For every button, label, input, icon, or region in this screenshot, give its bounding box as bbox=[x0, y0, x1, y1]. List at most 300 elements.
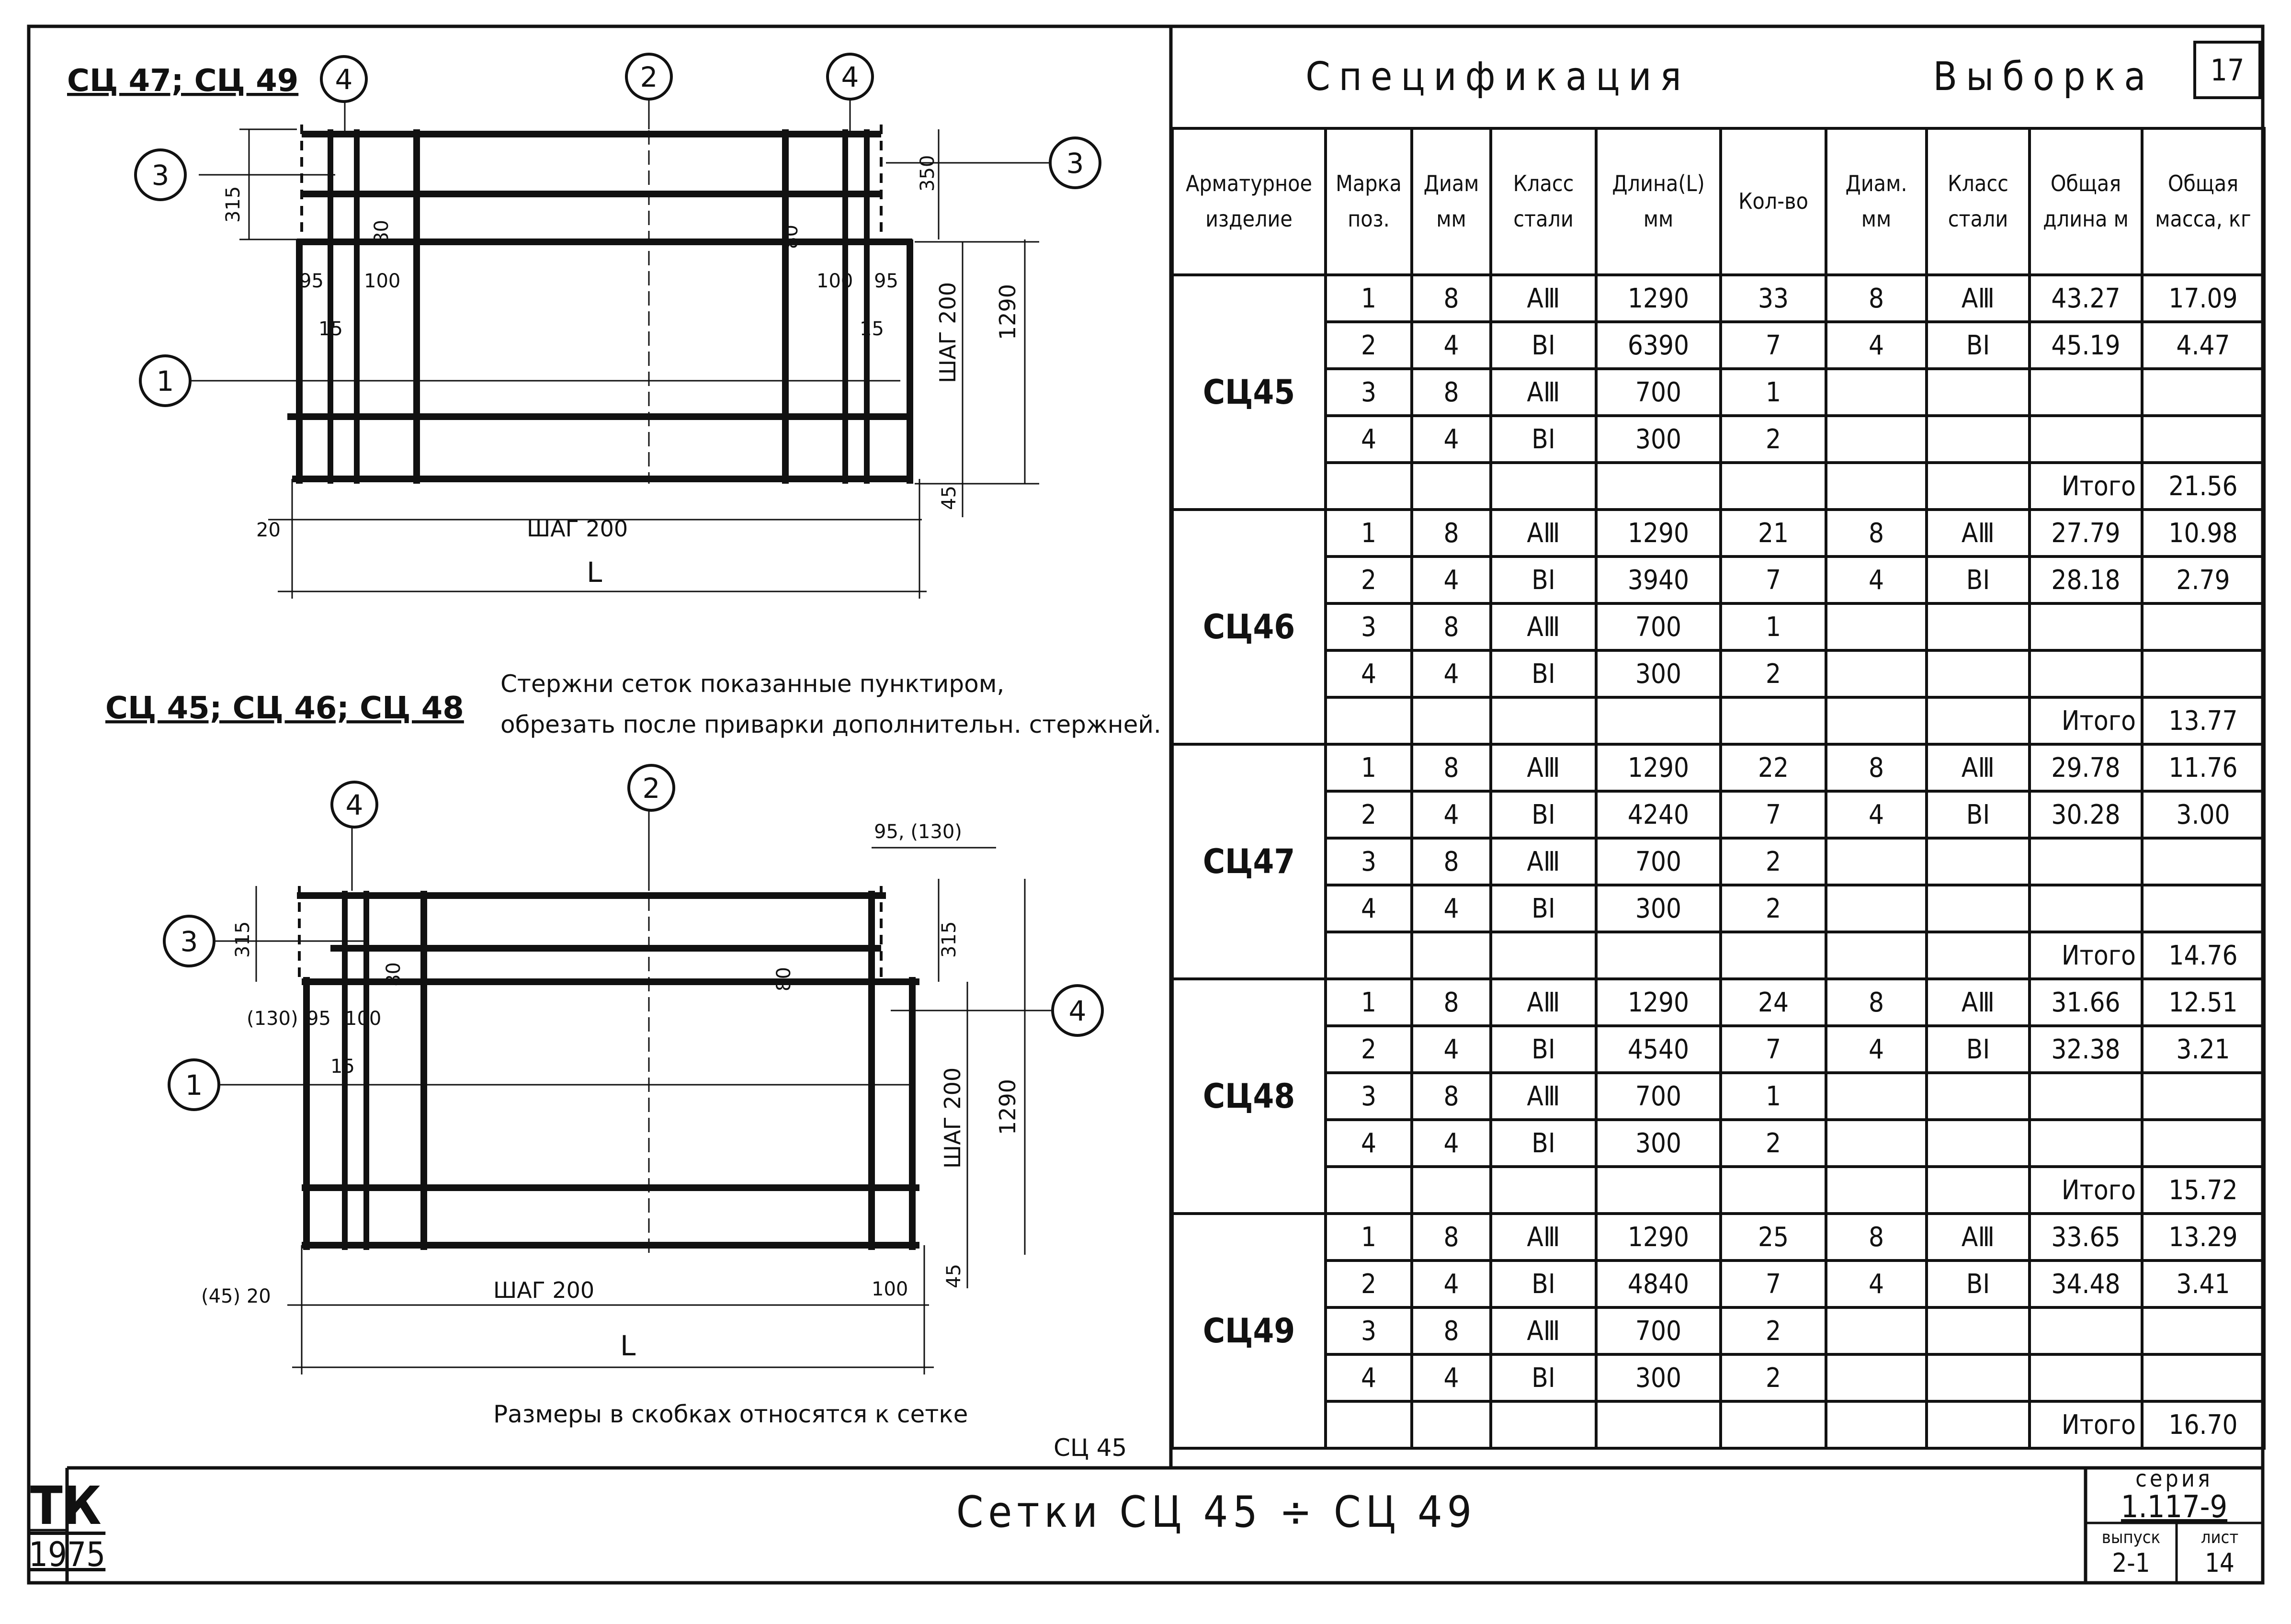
cell-v-class bbox=[1927, 1073, 2030, 1120]
cell-class: АⅢ bbox=[1491, 744, 1596, 791]
cell-diam: 8 bbox=[1412, 979, 1491, 1026]
list-value: 14 bbox=[2205, 1548, 2234, 1578]
cell-v-mass: 2.79 bbox=[2142, 556, 2264, 603]
cell-v-class: ВI bbox=[1927, 556, 2030, 603]
cell-empty bbox=[1412, 463, 1491, 510]
itogo-value: 16.70 bbox=[2142, 1401, 2264, 1448]
cell-diam: 8 bbox=[1412, 369, 1491, 416]
year: 1975 bbox=[29, 1535, 106, 1574]
itogo-value: 14.76 bbox=[2142, 932, 2264, 979]
cell-pos: 4 bbox=[1326, 885, 1412, 932]
cell-length: 700 bbox=[1596, 369, 1721, 416]
cell-qty: 2 bbox=[1721, 1120, 1826, 1167]
cell-qty: 2 bbox=[1721, 1307, 1826, 1354]
top-mark-1: 1 bbox=[156, 365, 174, 397]
cell-v-length bbox=[2030, 416, 2142, 463]
cell-empty bbox=[1412, 932, 1491, 979]
cell-v-diam bbox=[1826, 369, 1927, 416]
cell-qty: 22 bbox=[1721, 744, 1826, 791]
itogo-label: Итого bbox=[2030, 1401, 2142, 1448]
cell-v-class bbox=[1927, 1120, 2030, 1167]
cell-diam: 4 bbox=[1412, 416, 1491, 463]
cell-qty: 21 bbox=[1721, 510, 1826, 556]
spec-row bbox=[1172, 744, 2264, 791]
cell-empty bbox=[1927, 697, 2030, 744]
cell-v-class: АⅢ bbox=[1927, 979, 2030, 1026]
cell-empty bbox=[1596, 697, 1721, 744]
cell-pos: 4 bbox=[1326, 1120, 1412, 1167]
footnote-line2: СЦ 45 bbox=[1054, 1434, 1127, 1462]
cell-length: 1290 bbox=[1596, 979, 1721, 1026]
cell-diam: 4 bbox=[1412, 556, 1491, 603]
top-mark-3r: 3 bbox=[1066, 147, 1084, 180]
cell-class: ВI bbox=[1491, 322, 1596, 369]
cell-pos: 2 bbox=[1326, 556, 1412, 603]
cell-v-diam: 4 bbox=[1826, 791, 1927, 838]
top-dim-r95: 95 bbox=[874, 270, 898, 292]
cell-v-length bbox=[2030, 1073, 2142, 1120]
cell-v-mass bbox=[2142, 1354, 2264, 1401]
top-dim-80: 80 bbox=[371, 220, 393, 244]
hdr-qty: Кол-во bbox=[1721, 128, 1826, 275]
cell-length: 300 bbox=[1596, 416, 1721, 463]
cell-qty: 7 bbox=[1721, 791, 1826, 838]
spec-row bbox=[1172, 791, 2264, 838]
bottom-dim-1290: 1290 bbox=[995, 1079, 1021, 1135]
cell-v-diam: 4 bbox=[1826, 1261, 1927, 1307]
cell-pos: 4 bbox=[1326, 1354, 1412, 1401]
hdr-diam: Диам мм bbox=[1412, 128, 1491, 275]
bottom-dim-100: 100 bbox=[345, 1008, 382, 1030]
cell-class: ВI bbox=[1491, 1120, 1596, 1167]
top-mark-4r: 4 bbox=[841, 61, 859, 93]
item-name: СЦ47 bbox=[1172, 744, 1326, 979]
cell-v-class bbox=[1927, 650, 2030, 697]
cell-v-diam bbox=[1826, 603, 1927, 650]
cell-length: 300 bbox=[1596, 650, 1721, 697]
cell-v-diam: 4 bbox=[1826, 1026, 1927, 1073]
spec-row bbox=[1172, 1214, 2264, 1261]
seria-label: серия bbox=[2135, 1465, 2213, 1492]
cell-length: 1290 bbox=[1596, 744, 1721, 791]
cell-class: АⅢ bbox=[1491, 603, 1596, 650]
cell-v-mass: 3.41 bbox=[2142, 1261, 2264, 1307]
cell-v-diam bbox=[1826, 650, 1927, 697]
cell-v-mass: 10.98 bbox=[2142, 510, 2264, 556]
cell-class: АⅢ bbox=[1491, 979, 1596, 1026]
spec-table bbox=[1171, 127, 2266, 1450]
top-dim-step-h: ШАГ 200 bbox=[527, 516, 628, 542]
cell-qty: 7 bbox=[1721, 322, 1826, 369]
cell-v-length: 27.79 bbox=[2030, 510, 2142, 556]
cell-empty bbox=[1326, 1401, 1412, 1448]
cell-diam: 4 bbox=[1412, 1120, 1491, 1167]
cell-qty: 7 bbox=[1721, 1026, 1826, 1073]
cell-v-diam bbox=[1826, 1120, 1927, 1167]
cell-v-length bbox=[2030, 650, 2142, 697]
cell-class: ВI bbox=[1491, 885, 1596, 932]
bottom-mark-3: 3 bbox=[180, 925, 198, 958]
cell-diam: 4 bbox=[1412, 1026, 1491, 1073]
cell-v-length bbox=[2030, 1354, 2142, 1401]
hdr-v-cls: Класс стали bbox=[1927, 128, 2030, 275]
cell-v-mass: 17.09 bbox=[2142, 275, 2264, 322]
spec-row bbox=[1172, 369, 2264, 416]
cell-empty bbox=[1491, 1167, 1596, 1214]
bottom-dim-80r: 80 bbox=[773, 967, 795, 991]
cell-pos: 1 bbox=[1326, 744, 1412, 791]
spec-row bbox=[1172, 1261, 2264, 1307]
cell-diam: 8 bbox=[1412, 275, 1491, 322]
spec-itogo-row bbox=[1172, 932, 2264, 979]
spec-row bbox=[1172, 1354, 2264, 1401]
vypusk-value: 2-1 bbox=[2112, 1548, 2150, 1578]
cell-v-class: ВI bbox=[1927, 322, 2030, 369]
cell-v-diam bbox=[1826, 885, 1927, 932]
spec-itogo-row bbox=[1172, 463, 2264, 510]
cell-v-mass: 13.29 bbox=[2142, 1214, 2264, 1261]
cell-qty: 1 bbox=[1721, 1073, 1826, 1120]
cell-empty bbox=[1721, 697, 1826, 744]
cell-empty bbox=[1326, 1167, 1412, 1214]
cell-empty bbox=[1326, 463, 1412, 510]
cell-v-length: 28.18 bbox=[2030, 556, 2142, 603]
hdr-len: Длина(L) мм bbox=[1596, 128, 1721, 275]
item-name: СЦ49 bbox=[1172, 1214, 1326, 1448]
cell-v-length: 29.78 bbox=[2030, 744, 2142, 791]
cell-pos: 4 bbox=[1326, 416, 1412, 463]
cell-empty bbox=[1721, 932, 1826, 979]
cell-diam: 4 bbox=[1412, 791, 1491, 838]
cell-v-length: 31.66 bbox=[2030, 979, 2142, 1026]
cell-v-diam: 4 bbox=[1826, 322, 1927, 369]
top-dim-L: L bbox=[587, 556, 602, 589]
item-name: СЦ48 bbox=[1172, 979, 1326, 1214]
itogo-value: 15.72 bbox=[2142, 1167, 2264, 1214]
cell-v-mass: 4.47 bbox=[2142, 322, 2264, 369]
cell-class: АⅢ bbox=[1491, 1307, 1596, 1354]
cell-class: ВI bbox=[1491, 556, 1596, 603]
cell-length: 700 bbox=[1596, 838, 1721, 885]
cell-qty: 7 bbox=[1721, 1261, 1826, 1307]
bottom-dim-315: 315 bbox=[232, 921, 254, 958]
cell-v-diam: 8 bbox=[1826, 744, 1927, 791]
cell-v-diam bbox=[1826, 416, 1927, 463]
top-mesh-drawing bbox=[67, 54, 1100, 599]
vyborka-title: Выборка bbox=[1933, 54, 2155, 100]
cell-empty bbox=[1927, 1401, 2030, 1448]
cell-v-mass: 12.51 bbox=[2142, 979, 2264, 1026]
spec-table-wrap bbox=[1171, 127, 2263, 1450]
cell-qty: 25 bbox=[1721, 1214, 1826, 1261]
cell-empty bbox=[1412, 1401, 1491, 1448]
cell-empty bbox=[1596, 932, 1721, 979]
cell-v-mass: 11.76 bbox=[2142, 744, 2264, 791]
spec-row bbox=[1172, 979, 2264, 1026]
cell-empty bbox=[1927, 932, 2030, 979]
cell-qty: 24 bbox=[1721, 979, 1826, 1026]
cell-pos: 1 bbox=[1326, 275, 1412, 322]
cell-v-class: АⅢ bbox=[1927, 1214, 2030, 1261]
bottom-mark-4r: 4 bbox=[1068, 995, 1087, 1027]
top-dim-15: 15 bbox=[318, 318, 343, 340]
cell-v-length bbox=[2030, 603, 2142, 650]
cell-v-diam: 8 bbox=[1826, 979, 1927, 1026]
cell-empty bbox=[1326, 697, 1412, 744]
page-number: 17 bbox=[2193, 41, 2261, 99]
top-dim-r100: 100 bbox=[817, 270, 853, 292]
hdr-v-len: Общая длина м bbox=[2030, 128, 2142, 275]
spec-row bbox=[1172, 416, 2264, 463]
spec-row bbox=[1172, 1120, 2264, 1167]
bottom-dim-L: L bbox=[620, 1329, 636, 1362]
cell-diam: 8 bbox=[1412, 603, 1491, 650]
cell-empty bbox=[1826, 697, 1927, 744]
bottom-dim-95: 95 bbox=[306, 1008, 331, 1030]
footnote-line1: Размеры в скобках относятся к сетке bbox=[493, 1400, 968, 1428]
cell-length: 4840 bbox=[1596, 1261, 1721, 1307]
cell-empty bbox=[1721, 1401, 1826, 1448]
seria-value: 1.117-9 bbox=[2121, 1489, 2228, 1525]
cell-length: 3940 bbox=[1596, 556, 1721, 603]
spec-row bbox=[1172, 510, 2264, 556]
cell-qty: 2 bbox=[1721, 838, 1826, 885]
cell-v-length: 32.38 bbox=[2030, 1026, 2142, 1073]
cell-pos: 4 bbox=[1326, 650, 1412, 697]
cell-qty: 2 bbox=[1721, 650, 1826, 697]
cell-v-class bbox=[1927, 369, 2030, 416]
spec-row bbox=[1172, 885, 2264, 932]
top-dim-100: 100 bbox=[364, 270, 401, 292]
cell-v-mass bbox=[2142, 1307, 2264, 1354]
bottom-drawing-title: СЦ 45; СЦ 46; СЦ 48 bbox=[105, 691, 464, 726]
cell-empty bbox=[1721, 463, 1826, 510]
cell-qty: 1 bbox=[1721, 369, 1826, 416]
cell-diam: 8 bbox=[1412, 1214, 1491, 1261]
cell-empty bbox=[1491, 1401, 1596, 1448]
cell-v-class: ВI bbox=[1927, 1026, 2030, 1073]
bottom-dim-130: (130) bbox=[247, 1008, 298, 1030]
spec-header-band bbox=[1171, 26, 2263, 127]
cell-class: АⅢ bbox=[1491, 838, 1596, 885]
cell-pos: 1 bbox=[1326, 1214, 1412, 1261]
cell-class: ВI bbox=[1491, 791, 1596, 838]
cell-empty bbox=[1412, 697, 1491, 744]
vypusk-label: выпуск bbox=[2101, 1528, 2161, 1547]
cell-v-length: 30.28 bbox=[2030, 791, 2142, 838]
cell-v-length bbox=[2030, 1307, 2142, 1354]
cell-v-diam: 8 bbox=[1826, 275, 1927, 322]
cell-diam: 8 bbox=[1412, 838, 1491, 885]
top-dim-315: 315 bbox=[222, 186, 244, 223]
cell-length: 1290 bbox=[1596, 510, 1721, 556]
cell-v-mass bbox=[2142, 885, 2264, 932]
org-mark: ТК bbox=[30, 1475, 102, 1536]
cell-length: 1290 bbox=[1596, 1214, 1721, 1261]
cell-class: ВI bbox=[1491, 416, 1596, 463]
cell-v-mass bbox=[2142, 603, 2264, 650]
bottom-mesh-drawing bbox=[105, 691, 1102, 1374]
cell-empty bbox=[1927, 463, 2030, 510]
cell-v-mass bbox=[2142, 650, 2264, 697]
cell-pos: 3 bbox=[1326, 369, 1412, 416]
cell-diam: 4 bbox=[1412, 885, 1491, 932]
top-dim-r15: 15 bbox=[860, 318, 884, 340]
cell-v-mass bbox=[2142, 416, 2264, 463]
cell-v-mass bbox=[2142, 1073, 2264, 1120]
top-dim-20: 20 bbox=[256, 519, 281, 541]
cell-v-diam: 4 bbox=[1826, 556, 1927, 603]
cell-pos: 2 bbox=[1326, 322, 1412, 369]
cell-class: ВI bbox=[1491, 1261, 1596, 1307]
spec-row bbox=[1172, 838, 2264, 885]
hdr-pos: Марка поз. bbox=[1326, 128, 1412, 275]
cell-empty bbox=[1326, 932, 1412, 979]
list-label: лист bbox=[2200, 1528, 2239, 1547]
cell-v-class bbox=[1927, 416, 2030, 463]
cell-pos: 3 bbox=[1326, 1307, 1412, 1354]
cell-class: АⅢ bbox=[1491, 510, 1596, 556]
cell-v-length bbox=[2030, 838, 2142, 885]
bottom-dim-15: 15 bbox=[330, 1056, 355, 1078]
bottom-dim-step-v: ШАГ 200 bbox=[940, 1067, 965, 1169]
cell-v-mass bbox=[2142, 838, 2264, 885]
cell-qty: 2 bbox=[1721, 885, 1826, 932]
itogo-value: 13.77 bbox=[2142, 697, 2264, 744]
cell-class: АⅢ bbox=[1491, 1214, 1596, 1261]
cell-diam: 4 bbox=[1412, 1261, 1491, 1307]
cell-pos: 1 bbox=[1326, 979, 1412, 1026]
cell-qty: 2 bbox=[1721, 1354, 1826, 1401]
top-mark-4l: 4 bbox=[335, 63, 353, 96]
cell-v-diam bbox=[1826, 1307, 1927, 1354]
cell-diam: 8 bbox=[1412, 1307, 1491, 1354]
spec-row bbox=[1172, 603, 2264, 650]
cell-diam: 8 bbox=[1412, 1073, 1491, 1120]
cell-empty bbox=[1596, 463, 1721, 510]
bottom-mark-2: 2 bbox=[642, 772, 660, 805]
sheet-name: Сетки СЦ 45 ÷ СЦ 49 bbox=[956, 1487, 1477, 1537]
item-name: СЦ45 bbox=[1172, 275, 1326, 510]
cell-v-class: ВI bbox=[1927, 1261, 2030, 1307]
spec-row bbox=[1172, 1073, 2264, 1120]
cell-diam: 8 bbox=[1412, 510, 1491, 556]
cell-diam: 4 bbox=[1412, 1354, 1491, 1401]
cell-empty bbox=[1596, 1401, 1721, 1448]
spec-row bbox=[1172, 1307, 2264, 1354]
cell-class: АⅢ bbox=[1491, 369, 1596, 416]
cell-class: АⅢ bbox=[1491, 275, 1596, 322]
bottom-dim-315r: 315 bbox=[938, 921, 960, 958]
bottom-dim-step-h: ШАГ 200 bbox=[493, 1277, 595, 1303]
bottom-dim-80: 80 bbox=[383, 962, 405, 987]
cell-empty bbox=[1412, 1167, 1491, 1214]
cell-v-diam bbox=[1826, 1073, 1927, 1120]
cell-qty: 1 bbox=[1721, 603, 1826, 650]
item-name: СЦ46 bbox=[1172, 510, 1326, 744]
cell-v-diam: 8 bbox=[1826, 1214, 1927, 1261]
top-dim-350: 350 bbox=[917, 155, 939, 192]
cell-length: 4540 bbox=[1596, 1026, 1721, 1073]
bottom-dim-45: 45 bbox=[943, 1264, 965, 1288]
cell-empty bbox=[1491, 932, 1596, 979]
cell-empty bbox=[1826, 1167, 1927, 1214]
cell-length: 300 bbox=[1596, 885, 1721, 932]
bottom-dim-100r: 100 bbox=[872, 1278, 908, 1300]
cell-v-class bbox=[1927, 885, 2030, 932]
cell-v-class bbox=[1927, 603, 2030, 650]
cell-class: АⅢ bbox=[1491, 1073, 1596, 1120]
cell-v-length: 33.65 bbox=[2030, 1214, 2142, 1261]
spec-row bbox=[1172, 650, 2264, 697]
spec-row bbox=[1172, 556, 2264, 603]
cell-v-class bbox=[1927, 1307, 2030, 1354]
cell-v-diam bbox=[1826, 1354, 1927, 1401]
hdr-item: Арматурное изделие bbox=[1172, 128, 1326, 275]
cell-length: 4240 bbox=[1596, 791, 1721, 838]
cell-v-class: АⅢ bbox=[1927, 510, 2030, 556]
cell-v-mass bbox=[2142, 369, 2264, 416]
cell-v-length: 45.19 bbox=[2030, 322, 2142, 369]
spec-header-row bbox=[1172, 128, 2264, 275]
cell-v-length: 34.48 bbox=[2030, 1261, 2142, 1307]
top-mark-3l: 3 bbox=[151, 159, 170, 192]
cell-length: 700 bbox=[1596, 1307, 1721, 1354]
top-dim-step-v: ШАГ 200 bbox=[935, 282, 961, 383]
top-dim-r80: 80 bbox=[780, 225, 802, 249]
cell-length: 300 bbox=[1596, 1120, 1721, 1167]
cut-note-line1: Стержни сеток показанные пунктиром, bbox=[500, 670, 1005, 698]
cell-v-class: АⅢ bbox=[1927, 744, 2030, 791]
cell-v-diam: 8 bbox=[1826, 510, 1927, 556]
bottom-mark-4l: 4 bbox=[345, 789, 363, 821]
cell-pos: 3 bbox=[1326, 838, 1412, 885]
cell-empty bbox=[1826, 1401, 1927, 1448]
cell-class: ВI bbox=[1491, 1026, 1596, 1073]
cell-qty: 2 bbox=[1721, 416, 1826, 463]
cut-note-line2: обрезать после приварки дополнительн. стержней. bbox=[500, 711, 1161, 738]
cell-length: 700 bbox=[1596, 1073, 1721, 1120]
cell-pos: 3 bbox=[1326, 1073, 1412, 1120]
cell-v-length bbox=[2030, 369, 2142, 416]
spec-itogo-row bbox=[1172, 1167, 2264, 1214]
title-block bbox=[67, 1468, 2260, 1580]
top-mark-2: 2 bbox=[640, 61, 658, 93]
bottom-mark-1: 1 bbox=[185, 1069, 203, 1102]
cell-class: ВI bbox=[1491, 650, 1596, 697]
spec-row bbox=[1172, 1026, 2264, 1073]
cell-v-mass: 3.21 bbox=[2142, 1026, 2264, 1073]
top-dim-1290: 1290 bbox=[995, 284, 1021, 340]
hdr-v-mass: Общая масса, кг bbox=[2142, 128, 2264, 275]
cell-empty bbox=[1491, 697, 1596, 744]
itogo-label: Итого bbox=[2030, 463, 2142, 510]
cell-empty bbox=[1927, 1167, 2030, 1214]
cell-v-class: ВI bbox=[1927, 791, 2030, 838]
cell-pos: 2 bbox=[1326, 791, 1412, 838]
cell-length: 1290 bbox=[1596, 275, 1721, 322]
cell-v-class bbox=[1927, 1354, 2030, 1401]
hdr-v-diam: Диам. мм bbox=[1826, 128, 1927, 275]
cell-length: 300 bbox=[1596, 1354, 1721, 1401]
cell-pos: 1 bbox=[1326, 510, 1412, 556]
cell-empty bbox=[1826, 463, 1927, 510]
spec-title: Спецификация bbox=[1305, 54, 1690, 100]
cell-empty bbox=[1491, 463, 1596, 510]
cell-v-length: 43.27 bbox=[2030, 275, 2142, 322]
cell-length: 6390 bbox=[1596, 322, 1721, 369]
cell-v-length bbox=[2030, 1120, 2142, 1167]
